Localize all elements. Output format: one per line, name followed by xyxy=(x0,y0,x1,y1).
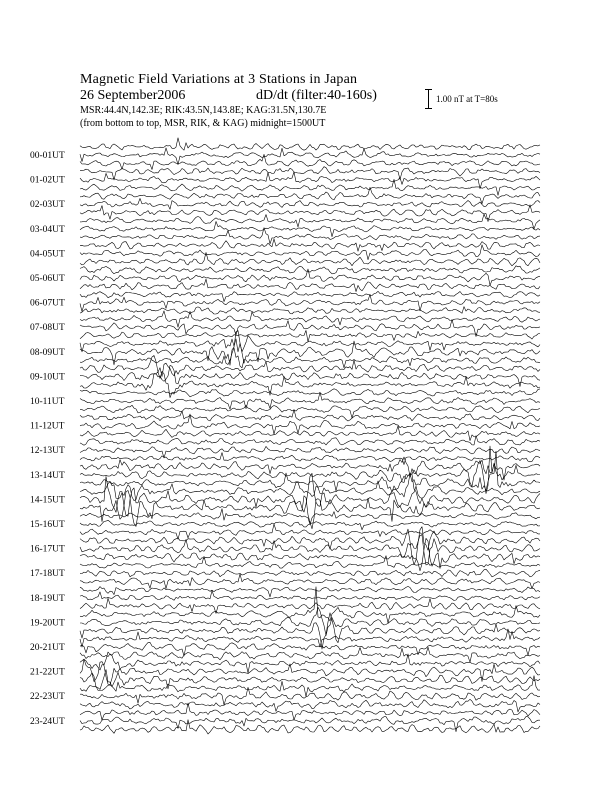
trace-06-07UT-KAG xyxy=(80,291,540,301)
trace-18-19UT-KAG xyxy=(80,586,540,597)
trace-01-02UT-MSR xyxy=(80,179,540,195)
trace-18-19UT-RIK xyxy=(80,591,540,601)
hour-label-13-14UT: 13-14UT xyxy=(30,470,65,481)
hour-label-17-18UT: 17-18UT xyxy=(30,569,65,580)
hour-label-14-15UT: 14-15UT xyxy=(30,495,65,506)
trace-00-01UT-RIK xyxy=(80,148,540,165)
traces-group xyxy=(80,138,540,734)
trace-01-02UT-RIK xyxy=(80,172,540,189)
hour-label-16-17UT: 16-17UT xyxy=(30,544,65,555)
hour-label-09-10UT: 09-10UT xyxy=(30,372,65,383)
hour-label-00-01UT: 00-01UT xyxy=(30,151,65,161)
trace-17-18UT-MSR xyxy=(80,574,540,589)
trace-10-11UT-KAG xyxy=(80,389,540,397)
trace-04-05UT-KAG xyxy=(80,239,540,251)
trace-11-12UT-RIK xyxy=(80,414,540,434)
hour-label-18-19UT: 18-19UT xyxy=(30,593,65,604)
trace-18-19UT-MSR xyxy=(80,598,540,613)
trace-09-10UT-KAG xyxy=(80,356,540,377)
trace-17-18UT-RIK xyxy=(80,569,540,577)
hour-label-12-13UT: 12-13UT xyxy=(30,446,65,457)
trace-19-20UT-KAG xyxy=(80,587,540,623)
trace-11-12UT-MSR xyxy=(80,426,540,441)
trace-03-04UT-KAG xyxy=(80,214,540,229)
hour-label-02-03UT: 02-03UT xyxy=(30,200,65,211)
trace-20-21UT-MSR xyxy=(80,647,540,662)
trace-02-03UT-MSR xyxy=(80,205,540,222)
hour-label-23-24UT: 23-24UT xyxy=(30,716,65,727)
hour-label-05-06UT: 05-06UT xyxy=(30,274,65,284)
chart-title: Magnetic Field Variations at 3 Stations in Japan xyxy=(80,72,358,87)
trace-01-02UT-KAG xyxy=(80,167,540,180)
scale-bar-label: 1.00 nT at T=80s xyxy=(436,94,498,104)
trace-07-08UT-KAG xyxy=(80,311,540,327)
trace-00-01UT-MSR xyxy=(80,154,540,169)
hour-labels-group xyxy=(30,151,65,727)
hour-label-22-23UT: 22-23UT xyxy=(30,692,65,703)
trace-12-13UT-RIK xyxy=(80,446,540,458)
trace-04-05UT-MSR xyxy=(80,252,540,265)
trace-12-13UT-MSR xyxy=(80,453,540,465)
hour-label-11-12UT: 11-12UT xyxy=(30,421,65,432)
trace-05-06UT-RIK xyxy=(80,269,540,285)
trace-22-23UT-MSR xyxy=(80,699,540,712)
order-line: (from bottom to top, MSR, RIK, & KAG) midnight=1500UT xyxy=(80,118,326,129)
trace-19-20UT-RIK xyxy=(80,607,540,635)
trace-04-05UT-RIK xyxy=(80,245,540,260)
hour-label-15-16UT: 15-16UT xyxy=(30,520,65,530)
chart-quantity: dD/dt (filter:40-160s) xyxy=(256,88,377,103)
trace-15-16UT-MSR xyxy=(80,524,540,539)
trace-07-08UT-MSR xyxy=(80,330,540,341)
trace-09-10UT-MSR xyxy=(80,371,540,397)
trace-05-06UT-KAG xyxy=(80,266,540,274)
stations-line: MSR:44.4N,142.3E; RIK:43.5N,143.8E; KAG:31.5N,130.7E xyxy=(80,105,327,116)
hour-label-10-11UT: 10-11UT xyxy=(30,397,65,407)
trace-05-06UT-MSR xyxy=(80,279,540,292)
trace-20-21UT-KAG xyxy=(80,629,540,647)
trace-10-11UT-RIK xyxy=(80,392,540,409)
trace-16-17UT-MSR xyxy=(80,538,540,571)
hour-label-07-08UT: 07-08UT xyxy=(30,323,65,334)
hour-label-21-22UT: 21-22UT xyxy=(30,667,65,678)
hour-label-03-04UT: 03-04UT xyxy=(30,224,65,235)
trace-21-22UT-KAG xyxy=(80,652,540,673)
trace-14-15UT-RIK xyxy=(80,473,540,516)
trace-03-04UT-MSR xyxy=(80,228,540,244)
hour-label-06-07UT: 06-07UT xyxy=(30,298,65,309)
trace-10-11UT-MSR xyxy=(80,405,540,418)
trace-23-24UT-RIK xyxy=(80,717,540,732)
hour-label-01-02UT: 01-02UT xyxy=(30,175,65,186)
trace-02-03UT-RIK xyxy=(80,198,540,209)
trace-08-09UT-KAG xyxy=(80,336,540,352)
trace-20-21UT-RIK xyxy=(80,642,540,656)
chart-date: 26 September2006 xyxy=(80,88,186,103)
trace-16-17UT-KAG xyxy=(80,527,540,565)
trace-00-01UT-KAG xyxy=(80,138,540,150)
hour-label-19-20UT: 19-20UT xyxy=(30,618,65,629)
hour-label-08-09UT: 08-09UT xyxy=(30,347,65,358)
hour-label-04-05UT: 04-05UT xyxy=(30,249,65,260)
trace-19-20UT-MSR xyxy=(80,613,540,649)
hour-label-20-21UT: 20-21UT xyxy=(30,643,65,653)
trace-06-07UT-MSR xyxy=(80,307,540,314)
